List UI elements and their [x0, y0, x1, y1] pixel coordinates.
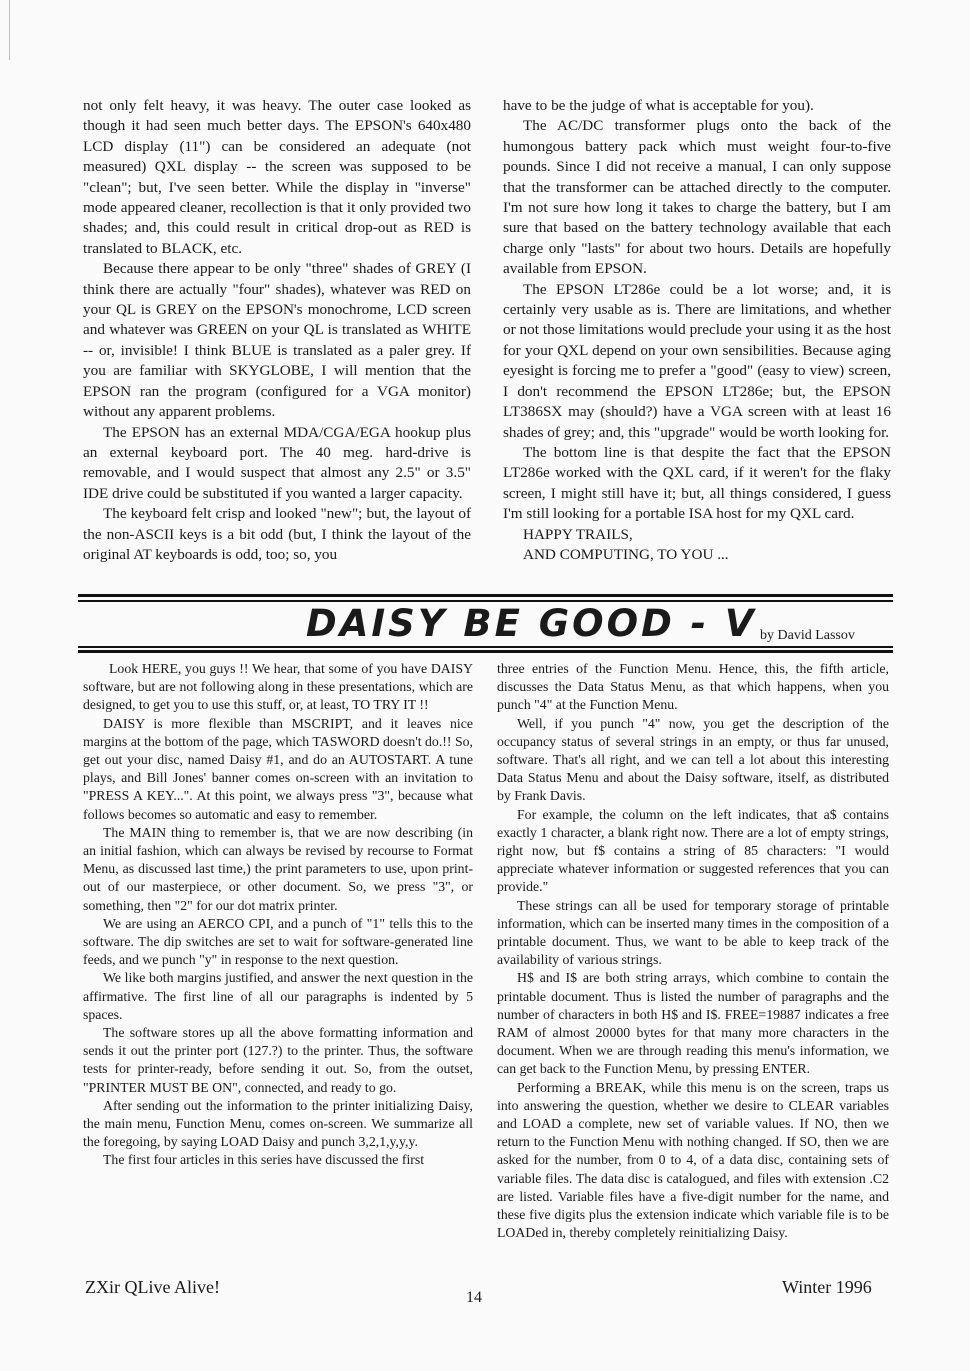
paragraph: We are using an AERCO CPI, and a punch of "1" tells this to the software. The dip switches are set to wait for software-generated line feeds, and we punch "y" in response to the next question.: [83, 915, 473, 968]
sign-off-line: HAPPY TRAILS,: [523, 525, 633, 543]
article-byline: by David Lassov: [760, 628, 855, 643]
divider-rule: [78, 594, 893, 597]
divider-rule: [78, 650, 893, 653]
paragraph: The software stores up all the above formatting information and sends it out the printer port (127.?) to the printer. Thus, the software tests for printer-ready, before sending it out. So, from the outset, "PRINTER MUST BE ON", connected, and ready to go.: [83, 1025, 473, 1095]
paragraph: These strings can all be used for temporary storage of printable information, which can be inserted many times in the composition of a printable document. Thus, we want to be able to keep track of the availability of various strings.: [497, 897, 889, 968]
paragraph: Look HERE, you guys !! We hear, that some of you have DAISY software, but are not following along in these presentations, which are designed, to get you to use this stuff, or, at least, TO TRY IT !!: [83, 661, 473, 713]
article-headline: DAISY BE GOOD - V: [306, 602, 757, 645]
paragraph: not only felt heavy, it was heavy. The outer case looked as though it had seen much better days. The EPSON's 640x480 LCD display (11") can be considered an adequate (not measured) QXL display -- the screen was supposed to be "clean"; but, I've seen better. While the display in "inverse" mode appeared cleaner, recollection is that it only provided two shades; and, this could result in critical drop-out as RED is translated to BLACK, etc.: [83, 97, 471, 257]
paragraph: The EPSON has an external MDA/CGA/EGA hookup plus an external keyboard port. The 40 meg. hard-drive is removable, and I would suspect that almost any 2.5" or 3.5" IDE drive could be substituted if you wanted a larger capacity.: [83, 423, 471, 502]
footer-publication-name: ZXir QLive Alive!: [85, 1277, 220, 1297]
paragraph: The AC/DC transformer plugs onto the back of the humongous battery pack which must weight four-to-five pounds. Since I did not receive a manual, I can only suppose that the transformer can be attached directly to the computer. I'm not sure how long it takes to charge the battery, but I am sure that based on the battery technology available that each charge only "lasts" for about two hours. Details are hopefully available from EPSON.: [503, 117, 891, 278]
lower-left-column: [83, 660, 473, 1170]
paragraph: The first four articles in this series have discussed the first: [103, 1152, 425, 1168]
paragraph: The keyboard felt crisp and looked "new"; but, the layout of the non-ASCII keys is a bit odd (but, I think the layout of the original AT keyboards is odd, too; so, you: [83, 505, 471, 563]
paragraph: The bottom line is that despite the fact that the EPSON LT286e worked with the QXL card, if it weren't for the flaky screen, I might still have it; but, all things considered, I guess I'm still looking for a portable ISA host for my QXL card.: [503, 443, 891, 523]
paragraph: DAISY is more flexible than MSCRIPT, and it leaves nice margins at the bottom of the page, which TASWORD doesn't do.!! So, get out your disc, named Daisy #1, and do an AUTOSTART. A tune plays, and Bill Jones' banner comes on-screen with an invitation to "PRESS A KEY...". At this point, we always press "3", because what follows becomes so automatic and easy to remember.: [83, 715, 473, 822]
divider-rule: [78, 646, 893, 648]
paragraph: H$ and I$ are both string arrays, which combine to contain the printable document. Thus is listed the number of paragraphs and the number of characters in both H$ and I$. FREE=19887 indicates a free RAM of almost 20000 bytes for that many more characters in the document. When we are through reading this menu's information, we can get back to the Function Menu, by pressing ENTER.: [497, 970, 889, 1077]
sign-off-line: AND COMPUTING, TO YOU ...: [523, 545, 729, 563]
footer-issue-date: Winter 1996: [782, 1277, 872, 1297]
paragraph: For example, the column on the left indicates, that a$ contains exactly 1 character, a blank right now. There are a lot of empty strings, right now, but f$ contains a string of 85 characters: "I would appreciate whatever information or suggested references that you can provide.": [497, 806, 889, 895]
paragraph: The MAIN thing to remember is, that we are now describing (in an initial fashion, which can always be revised by recourse to Format Menu, as discussed last time,) the print parameters to use, upon print-out of our masterpiece, or other document. So, we press "3", or something, then "2" for our dot matrix printer.: [83, 824, 473, 913]
upper-right-column: [503, 96, 891, 565]
paragraph: We like both margins justified, and answer the next question in the affirmative. The first line of all our paragraphs is indented by 5 spaces.: [83, 970, 473, 1022]
paragraph: have to be the judge of what is acceptable for you).: [503, 97, 814, 114]
paragraph: The EPSON LT286e could be a lot worse; and, it is certainly very usable as is. There are limitations, and whether or not those limitations would preclude your using it as the host for your QXL depend on your own sensibilities. Because aging eyesight is forcing me to prefer a "good" (easy to view) screen, I don't recommend the EPSON LT286e; but, the EPSON LT386SX may (should?) have a VGA screen with at least 16 shades of grey; and, this "upgrade" would be worth looking for.: [503, 280, 891, 441]
paragraph: After sending out the information to the printer initializing Daisy, the main menu, Function Menu, comes on-screen. We summarize all the foregoing, by saying LOAD Daisy and punch 3,2,1,y,y,y.: [83, 1097, 473, 1150]
upper-left-column: [83, 96, 471, 565]
paragraph: three entries of the Function Menu. Hence, this, the fifth article, discusses the Data Status Menu, as that which happens, when you punch "4" at the Function Menu.: [497, 661, 889, 713]
paragraph: Well, if you punch "4" now, you get the description of the occupancy status of several strings in an empty, or thus far unused, software. That's all right, and we can tell a lot about this interesting Data Status Menu and about the Daisy software, itself, as distributed by Frank Davis.: [497, 715, 889, 804]
paragraph: Performing a BREAK, while this menu is on the screen, traps us into answering the question, whether we desire to CLEAR variables and LOAD a complete, new set of variable values. If NO, then we return to the Function Menu with nothing changed. If SO, then we are asked for the number, from 0 to 4, of a data disc, containing sets of variable files. The data disc is catalogued, and files with extension .C2 are listed. Variable files have a five-digit number for the name, and these five digits plus the extension indicate which variable file is to be LOADed in, thereby completely reinitializing Daisy.: [497, 1079, 889, 1241]
binding-edge: [9, 0, 10, 60]
page-number: 14: [466, 1289, 482, 1306]
paragraph: Because there appear to be only "three" shades of GREY (I think there are actually "four" shades), whatever was RED on your QL is GREY on the EPSON's monochrome, LCD screen and whatever was GREEN on your QL is translated as WHITE -- or, invisible! I think BLUE is translated as a paler grey. If you are familiar with SKYGLOBE, I will mention that the EPSON ran the program (configured for a VGA monitor) without any apparent problems.: [83, 260, 471, 421]
lower-right-column: [497, 660, 889, 1243]
